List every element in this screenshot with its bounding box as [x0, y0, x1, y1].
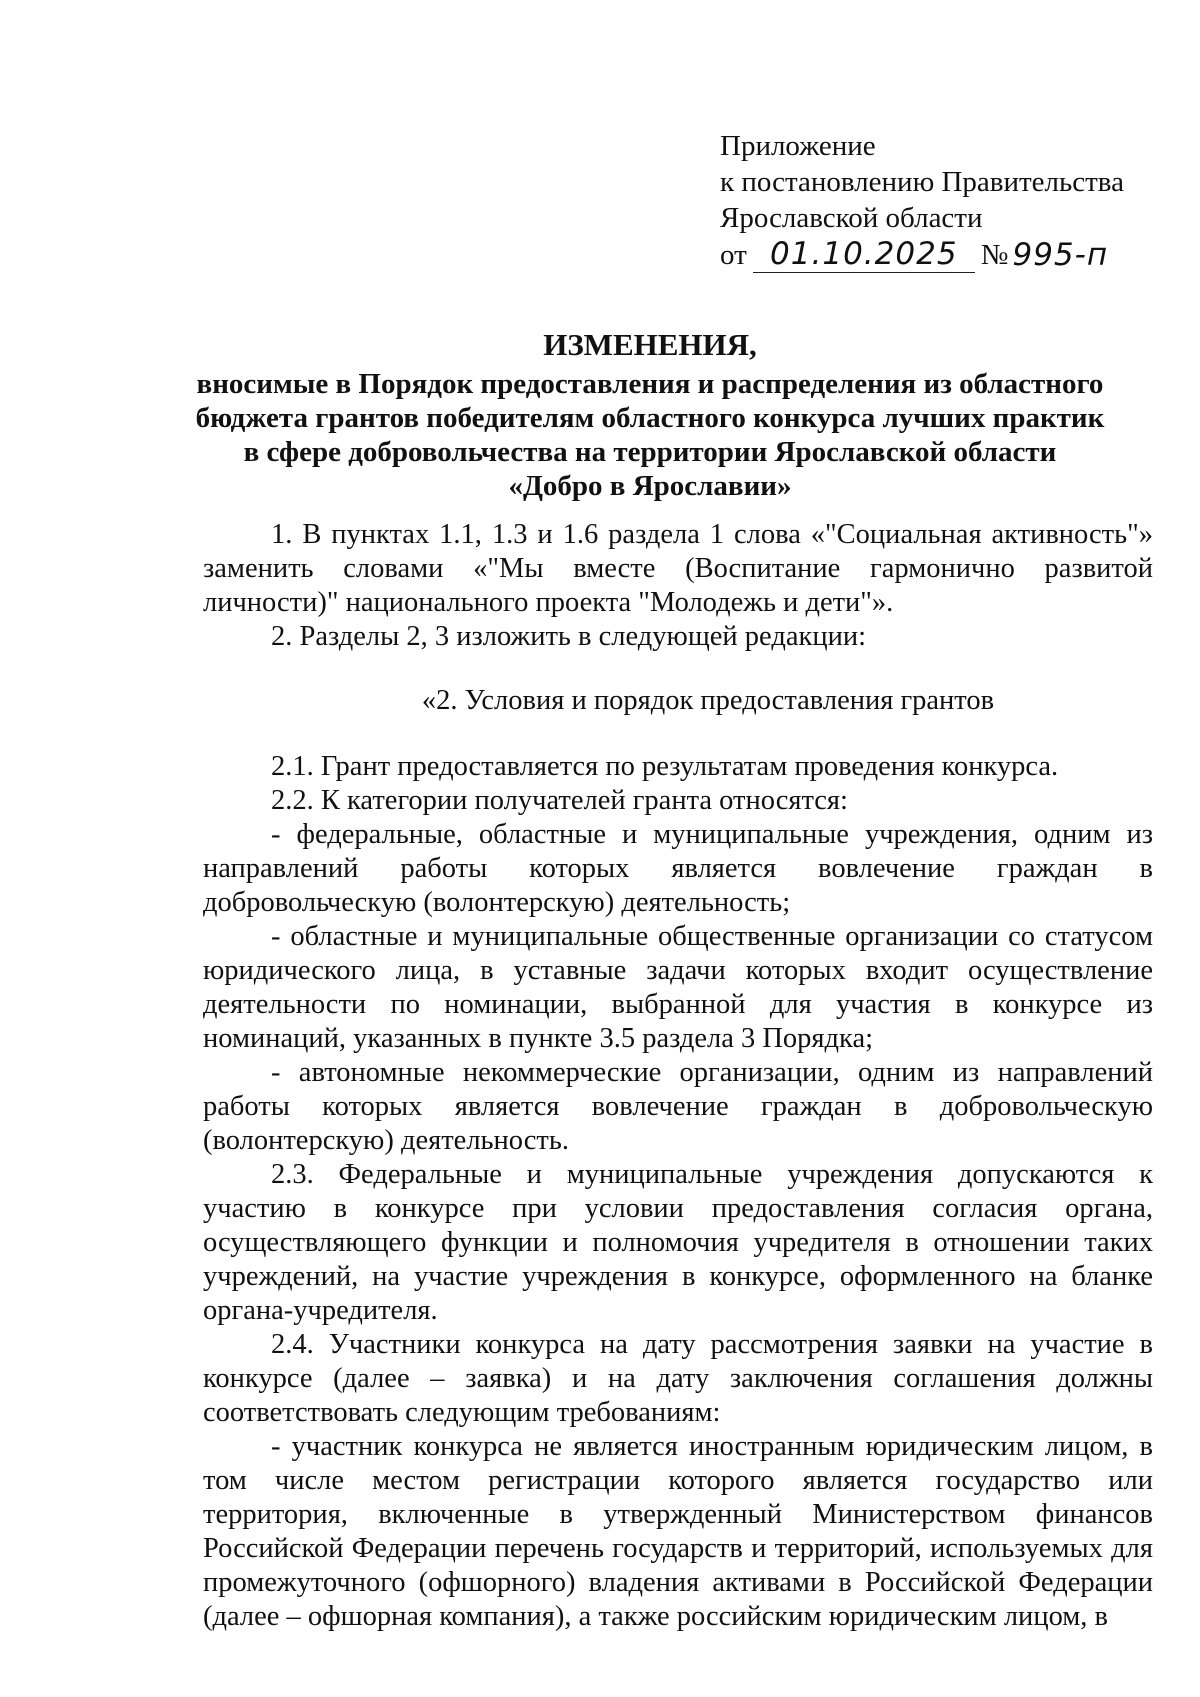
paragraph-2-1: 2.1. Грант предоставляется по результатам проведения конкурса.	[271, 751, 1059, 782]
section-heading: «2. Условия и порядок предоставления грантов	[421, 685, 995, 716]
title-subtitle-line-4: «Добро в Ярославии»	[508, 470, 792, 502]
paragraph-2-3: 2.3. Федеральные и муниципальные учреждения допускаются к участию в конкурсе при условии предоставления согласия органа, осуществляющего функции и полномочия учредителя в отношении таких учреждений, на участие учреждения в конкурсе, оформленного на бланке органа-учредителя.	[203, 1159, 1153, 1326]
paragraph-2-4-a: - участник конкурса не является иностранным юридическим лицом, в том числе местом регистрации которого является государство или территория, включенные в утвержденный Министерством финансов Российской Федерации перечень государств и территорий, используемых для промежуточного (офшорного) владения активами в Российской Федерации (далее – офшорная компания), а также российским юридическим лицом, в	[203, 1431, 1153, 1632]
paragraph-2-2-c: - автономные некоммерческие организации, одним из направлений работы которых является вовлечение граждан в добровольческую (волонтерскую) деятельность.	[203, 1057, 1153, 1156]
paragraph-2-4: 2.4. Участники конкурса на дату рассмотрения заявки на участие в конкурсе (далее – заявка) и на дату заключения соглашения должны соответствовать следующим требованиям:	[203, 1329, 1153, 1428]
document-title	[150, 325, 1150, 503]
paragraph-2-2-a: - федеральные, областные и муниципальные учреждения, одним из направлений работы которых является вовлечение граждан в добровольческую (волонтерскую) деятельность;	[203, 819, 1153, 918]
number-prefix: №	[980, 239, 1009, 271]
title-subtitle-line-3: в сфере добровольчества на территории Ярославской области	[243, 436, 1057, 468]
paragraph-2: 2. Разделы 2, 3 изложить в следующей редакции:	[271, 621, 866, 652]
paragraph-1: 1. В пунктах 1.1, 1.3 и 1.6 раздела 1 слова «"Социальная активность"» заменить словами «"Мы вместе (Воспитание гармонично развитой личности)" национального проекта "Молодежь и дети"».	[203, 519, 1153, 618]
handwritten-date: 01.10.2025	[753, 236, 975, 273]
title-heading: ИЗМЕНЕНИЯ,	[543, 327, 757, 362]
appendix-block	[720, 128, 1160, 273]
date-prefix: от	[720, 239, 747, 271]
appendix-line-2: к постановлению Правительства	[720, 166, 1124, 198]
paragraph-2-2: 2.2. К категории получателей гранта относятся:	[271, 785, 848, 816]
appendix-date-line	[720, 236, 1160, 273]
handwritten-number: 995-п	[1012, 237, 1109, 273]
appendix-line-1: Приложение	[720, 130, 876, 162]
title-subtitle-line-1: вносимые в Порядок предоставления и распределения из областного	[196, 368, 1104, 400]
paragraph-2-2-b: - областные и муниципальные общественные организации со статусом юридического лица, в уставные задачи которых входит осуществление деятельности по номинации, выбранной для участия в конкурсе из номинаций, указанных в пункте 3.5 раздела 3 Порядка;	[203, 921, 1153, 1054]
title-subtitle-line-2: бюджета грантов победителям областного конкурса лучших практик	[195, 402, 1105, 434]
document-body	[203, 518, 1153, 1634]
appendix-line-3: Ярославской области	[720, 202, 983, 234]
